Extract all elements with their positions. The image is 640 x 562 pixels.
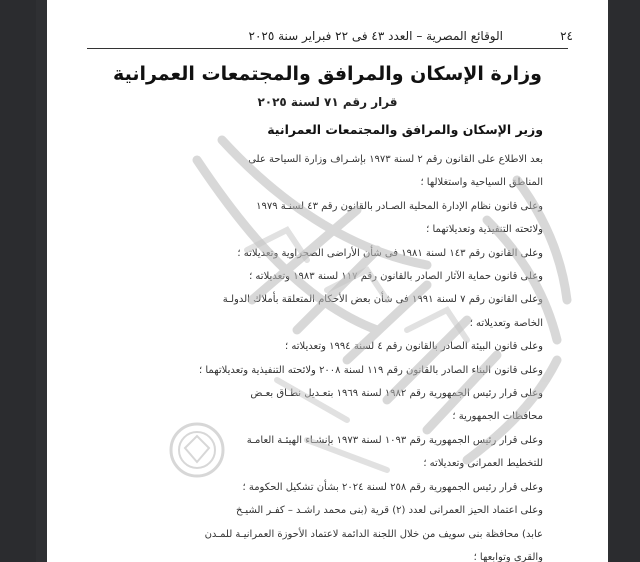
preamble-line: وعلى قانون حماية الآثار الصادر بالقانون رقم ١١٧ لسنة ١٩٨٣ وتعديلاته ؛ (249, 271, 543, 283)
preamble-text (83, 148, 543, 562)
minister-heading: وزير الإسكان والمرافق والمجتمعات العمرانية (267, 122, 543, 137)
document-page[interactable] (47, 0, 608, 562)
viewer-background-right (610, 0, 640, 562)
preamble-line: محافظات الجمهورية ؛ (452, 411, 543, 423)
preamble-line: والقرى وتوابعها ؛ (473, 551, 543, 562)
preamble-line: المناطق السياحية واستغلالها ؛ (420, 177, 543, 189)
preamble-line: وعلى القانون رقم ٧ لسنة ١٩٩١ فى شأن بعض الأحكام المتعلقة بأملاك الدولـة (222, 294, 543, 306)
page-number: ٢٤ (560, 29, 573, 43)
preamble-line: وعلى قانون البناء الصادر بالقانون رقم ١١٩ لسنة ٢٠٠٨ ولائحته التنفيذية وتعديلاتهما ؛ (199, 364, 543, 376)
preamble-line: ولائحته التنفيذية وتعديلاتهما ؛ (426, 224, 543, 236)
preamble-line: بعد الاطلاع على القانون رقم ٢ لسنة ١٩٧٣ بإشـراف وزارة السياحة على (248, 154, 543, 165)
preamble-line: وعلى قرار رئيس الجمهورية رقم ١٠٩٣ لسنة ١٩٧٣ بإنشـاء الهيئـة العامـة (246, 434, 543, 446)
preamble-line: وعلى قانون البيئة الصادر بالقانون رقم ٤ لسنة ١٩٩٤ وتعديلاته ؛ (285, 341, 543, 353)
preamble-line: وعلى اعتماد الحيز العمرانى لعدد (٢) قرية (بنى محمد راشـد – كفـر الشيـخ (236, 505, 543, 517)
preamble-line: وعلى قانون نظام الإدارة المحلية الصـادر بالقانون رقم ٤٣ لسنـة ١٩٧٩ (256, 200, 543, 212)
preamble-line: الخاصة وتعديلاته ؛ (469, 317, 543, 329)
preamble-line: للتخطيط العمرانى وتعديلاته ؛ (423, 458, 543, 470)
viewer-background-left (0, 0, 36, 562)
decree-number: قرار رقم ٧١ لسنة ٢٠٢٥ (257, 95, 398, 109)
publication-line: الوقائع المصرية – العدد ٤٣ فى ٢٢ فبراير سنة ٢٠٢٥ (248, 29, 503, 43)
page-header (77, 29, 573, 49)
header-divider (87, 48, 568, 49)
ministry-title: وزارة الإسكان والمرافق والمجتمعات العمرانية (113, 63, 542, 85)
preamble-line: عابد) محافظة بنى سويف من خلال اللجنة الدائمة لاعتماد الأحوزة العمرانيـة للمـدن (204, 528, 543, 540)
preamble-line: وعلى قرار رئيس الجمهورية رقم ٢٥٨ لسنة ٢٠٢٤ بشأن تشكيل الحكومة ؛ (242, 481, 543, 493)
preamble-line: وعلى القانون رقم ١٤٣ لسنة ١٩٨١ فى شأن الأراضى الصحراوية وتعديلاته ؛ (237, 247, 543, 259)
preamble-line: وعلى قرار رئيس الجمهورية رقم ١٩٨٢ لسنة ١٩٦٩ بتعـديل نطـاق بعـض (250, 388, 543, 400)
